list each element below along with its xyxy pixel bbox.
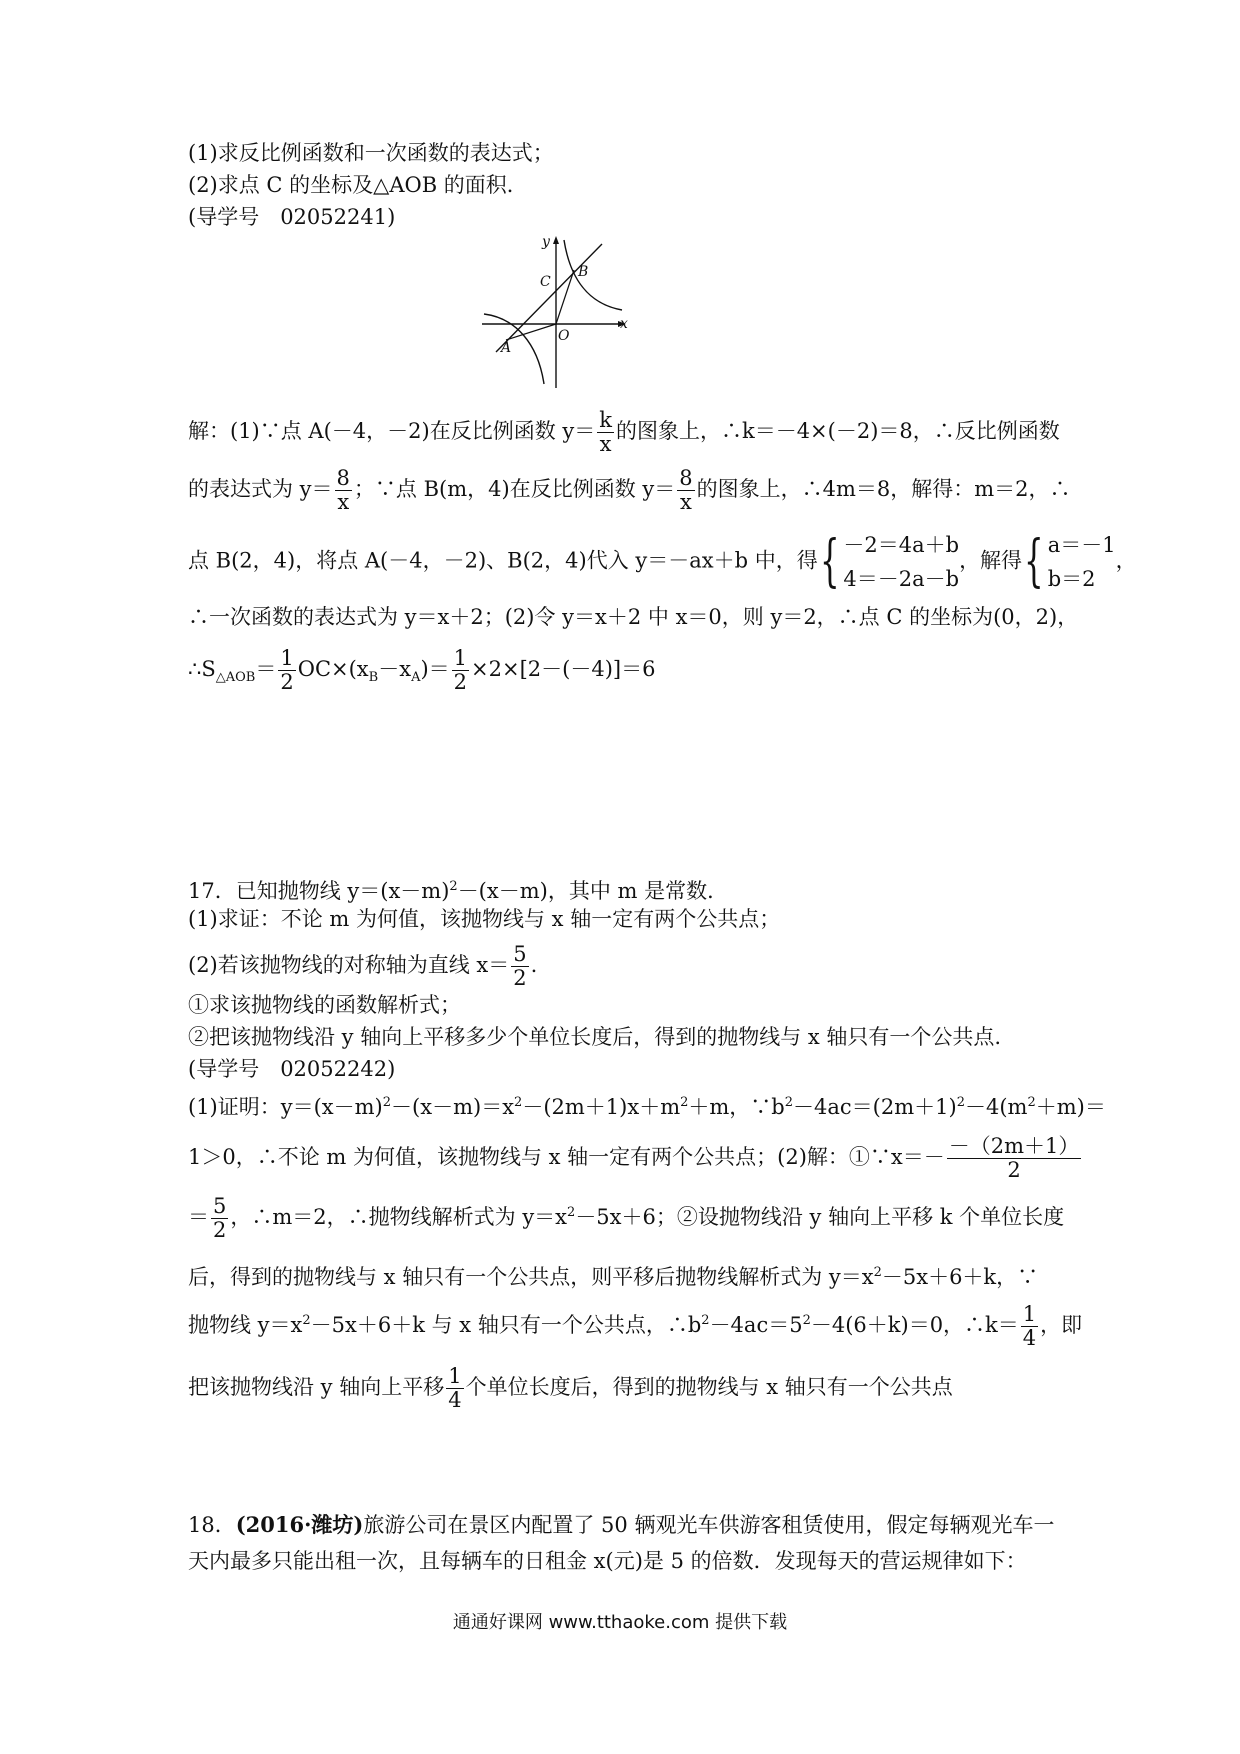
text: ，∴m＝2，∴抛物线解析式为 y＝x — [230, 1205, 568, 1229]
text: 的图象上，∴k＝－4×(－2)＝8，∴反比例函数 — [615, 419, 1060, 443]
numerator: 1 — [1022, 1302, 1037, 1326]
linear-function-line — [496, 244, 602, 352]
brace-glyph: { — [819, 529, 840, 594]
sol17-line5 — [188, 1304, 1082, 1349]
label-y: y — [542, 234, 550, 250]
q18-line2: 天内最多只能出租一次，且每辆车的日租金 x(元)是 5 的倍数．发现每天的营运规律如下： — [188, 1549, 1027, 1573]
numerator: 5 — [213, 1194, 227, 1218]
label-a: A — [501, 340, 512, 356]
text: ；∵点 B(m，4)在反比例函数 y＝ — [353, 477, 676, 501]
q16-part1: (1)求反比例函数和一次函数的表达式； — [188, 141, 554, 165]
brace-glyph: { — [1024, 529, 1044, 594]
sol17-line1 — [188, 1088, 1106, 1122]
text: －x — [378, 657, 412, 681]
label-x: x — [620, 316, 628, 332]
text: 把该抛物线沿 y 轴向上平移 — [188, 1375, 445, 1399]
superscript: 2 — [680, 1095, 689, 1110]
label-o: O — [558, 328, 570, 344]
text: 抛物线 y＝x — [188, 1313, 303, 1337]
page-footer: 通通好课网 www.tthaoke.com 提供下载 — [452, 1612, 788, 1633]
superscript: 2 — [514, 1095, 523, 1110]
fraction-k-over-x — [597, 410, 614, 455]
fraction-5-over-2 — [511, 944, 528, 989]
system-row: b＝2 — [1047, 567, 1096, 591]
denominator: 2 — [1007, 1158, 1021, 1182]
denominator: x — [599, 432, 612, 456]
superscript: 2 — [382, 1095, 392, 1110]
text: －4ac＝5 — [709, 1313, 803, 1337]
superscript: 2 — [1027, 1095, 1036, 1110]
text: －(x－m)＝x — [391, 1095, 515, 1119]
numerator: k — [599, 408, 612, 432]
text: －4ac＝(2m＋1) — [793, 1095, 957, 1119]
equation-system-2 — [1022, 528, 1116, 596]
text: 个单位长度后，得到的抛物线与 x 轴只有一个公共点 — [465, 1375, 953, 1399]
text: ，即 — [1040, 1313, 1083, 1337]
superscript: 2 — [784, 1095, 794, 1110]
q16-ref: (导学号 02052241) — [188, 205, 396, 229]
label-c: C — [540, 274, 551, 290]
sol16-line5 — [188, 648, 655, 693]
numerator: －（2m＋1） — [948, 1134, 1080, 1158]
text: －5x＋6＋k 与 x 轴只有一个公共点，∴b — [310, 1313, 702, 1337]
text: ×2×[2－(－4)]＝6 — [471, 657, 656, 681]
fraction-one-half — [452, 648, 469, 693]
fraction-axis-of-symmetry — [947, 1136, 1082, 1181]
text: 17．已知抛物线 y＝(x－m) — [188, 879, 450, 903]
text: 后，得到的抛物线与 x 轴只有一个公共点，则平移后抛物线解析式为 y＝x — [188, 1265, 874, 1289]
superscript: 2 — [956, 1095, 965, 1110]
fraction-1-over-4 — [1021, 1304, 1038, 1349]
fraction-5-over-2 — [211, 1196, 228, 1241]
text: 点 B(2，4)，将点 A(－4，－2)、B(2，4)代入 y＝－ax＋b 中，得 — [188, 548, 818, 573]
text: 的图象上，∴4m＝8，解得：m＝2，∴ — [696, 477, 1071, 501]
text: －5x＋6＋k，∵ — [881, 1265, 1039, 1289]
text: －(2m＋1)x＋m — [522, 1095, 681, 1119]
fraction-one-half — [278, 648, 295, 693]
denominator: x — [337, 490, 350, 514]
superscript: 2 — [873, 1265, 882, 1280]
text: －4(6＋k)＝0，∴k＝ — [810, 1313, 1019, 1337]
text: ＋m，∵b — [688, 1095, 785, 1119]
text: 解：(1)∵点 A(－4，－2)在反比例函数 y＝ — [188, 419, 596, 443]
subscript: B — [368, 670, 379, 686]
text: ， — [1115, 548, 1137, 573]
system-row: －2＝4a＋b — [843, 533, 960, 557]
system-row: a＝－1 — [1047, 533, 1116, 557]
superscript: 2 — [802, 1313, 811, 1328]
denominator: 2 — [280, 670, 294, 694]
subscript: A — [411, 670, 421, 686]
superscript: 2 — [701, 1313, 710, 1328]
numerator: 1 — [280, 646, 294, 670]
q18-line1 — [188, 1510, 1054, 1540]
text: (2)若该抛物线的对称轴为直线 x＝ — [188, 953, 510, 977]
q16-part2: (2)求点 C 的坐标及△AOB 的面积． — [188, 173, 528, 197]
text: ∴S — [188, 657, 216, 681]
text: OC×(x — [297, 657, 369, 681]
segment-OB — [556, 270, 574, 324]
text: －(x－m)，其中 m 是常数． — [457, 879, 729, 903]
question-number: 18． — [188, 1513, 236, 1537]
q17-ref: (导学号 02052242) — [188, 1057, 396, 1081]
function-graph — [470, 228, 650, 400]
sol17-line4 — [188, 1258, 1038, 1292]
y-axis-arrow — [553, 236, 559, 244]
text: ，解得 — [959, 548, 1023, 573]
q17-sub2: ②把该抛物线沿 y 轴向上平移多少个单位长度后，得到的抛物线与 x 轴只有一个公共点. — [188, 1025, 1002, 1049]
numerator: 8 — [679, 466, 693, 490]
label-b: B — [578, 264, 589, 280]
sol17-line6 — [188, 1366, 953, 1411]
sol16-line1 — [188, 410, 1060, 455]
fraction-1-over-4 — [446, 1366, 463, 1411]
text: ＝ — [188, 1205, 209, 1229]
sol16-line2 — [188, 468, 1071, 513]
denominator: 4 — [448, 1388, 462, 1412]
question-source: (2016·潍坊) — [235, 1512, 364, 1537]
equation-system-1 — [818, 528, 959, 596]
sol16-line4: ∴一次函数的表达式为 y＝x＋2；(2)令 y＝x＋2 中 x＝0，则 y＝2，∴点 C 的坐标为(0，2)， — [188, 605, 1079, 629]
text: ＋m)＝ — [1035, 1095, 1106, 1119]
text: (1)证明：y＝(x－m) — [188, 1095, 383, 1119]
sol16-line3 — [188, 528, 1137, 596]
text: 1＞0，∴不论 m 为何值，该抛物线与 x 轴一定有两个公共点；(2)解：①∵x＝－ — [188, 1145, 945, 1169]
denominator: 2 — [453, 670, 468, 694]
denominator: 2 — [213, 1218, 227, 1242]
text: －5x＋6；②设抛物线沿 y 轴向上平移 k 个单位长度 — [575, 1205, 1065, 1229]
system-row: 4＝－2a－b — [843, 567, 960, 591]
superscript: 2 — [302, 1313, 311, 1328]
text: . — [530, 953, 538, 977]
sol17-line3 — [188, 1196, 1064, 1241]
denominator: 2 — [513, 966, 527, 990]
fraction-8-over-x — [335, 468, 352, 513]
q17-title — [188, 872, 728, 906]
numerator: 1 — [453, 646, 468, 670]
text: 旅游公司在景区内配置了 50 辆观光车供游客租赁使用，假定每辆观光车一 — [363, 1513, 1055, 1537]
fraction-8-over-x — [677, 468, 694, 513]
text: )＝ — [420, 657, 450, 681]
text: 的表达式为 y＝ — [188, 477, 333, 501]
subscript: △AOB — [215, 670, 256, 686]
numerator: 5 — [513, 942, 527, 966]
q17-sub1: ①求该抛物线的函数解析式； — [188, 993, 461, 1017]
superscript: 2 — [567, 1205, 576, 1220]
q17-part2 — [188, 944, 537, 989]
numerator: 1 — [448, 1364, 462, 1388]
denominator: 4 — [1022, 1326, 1037, 1350]
text: －4(m — [964, 1095, 1028, 1119]
numerator: 8 — [336, 466, 350, 490]
denominator: x — [680, 490, 692, 514]
superscript: 2 — [449, 879, 458, 894]
q17-part1: (1)求证：不论 m 为何值，该抛物线与 x 轴一定有两个公共点； — [188, 907, 781, 931]
sol17-line2 — [188, 1136, 1083, 1181]
text: ＝ — [255, 657, 277, 681]
